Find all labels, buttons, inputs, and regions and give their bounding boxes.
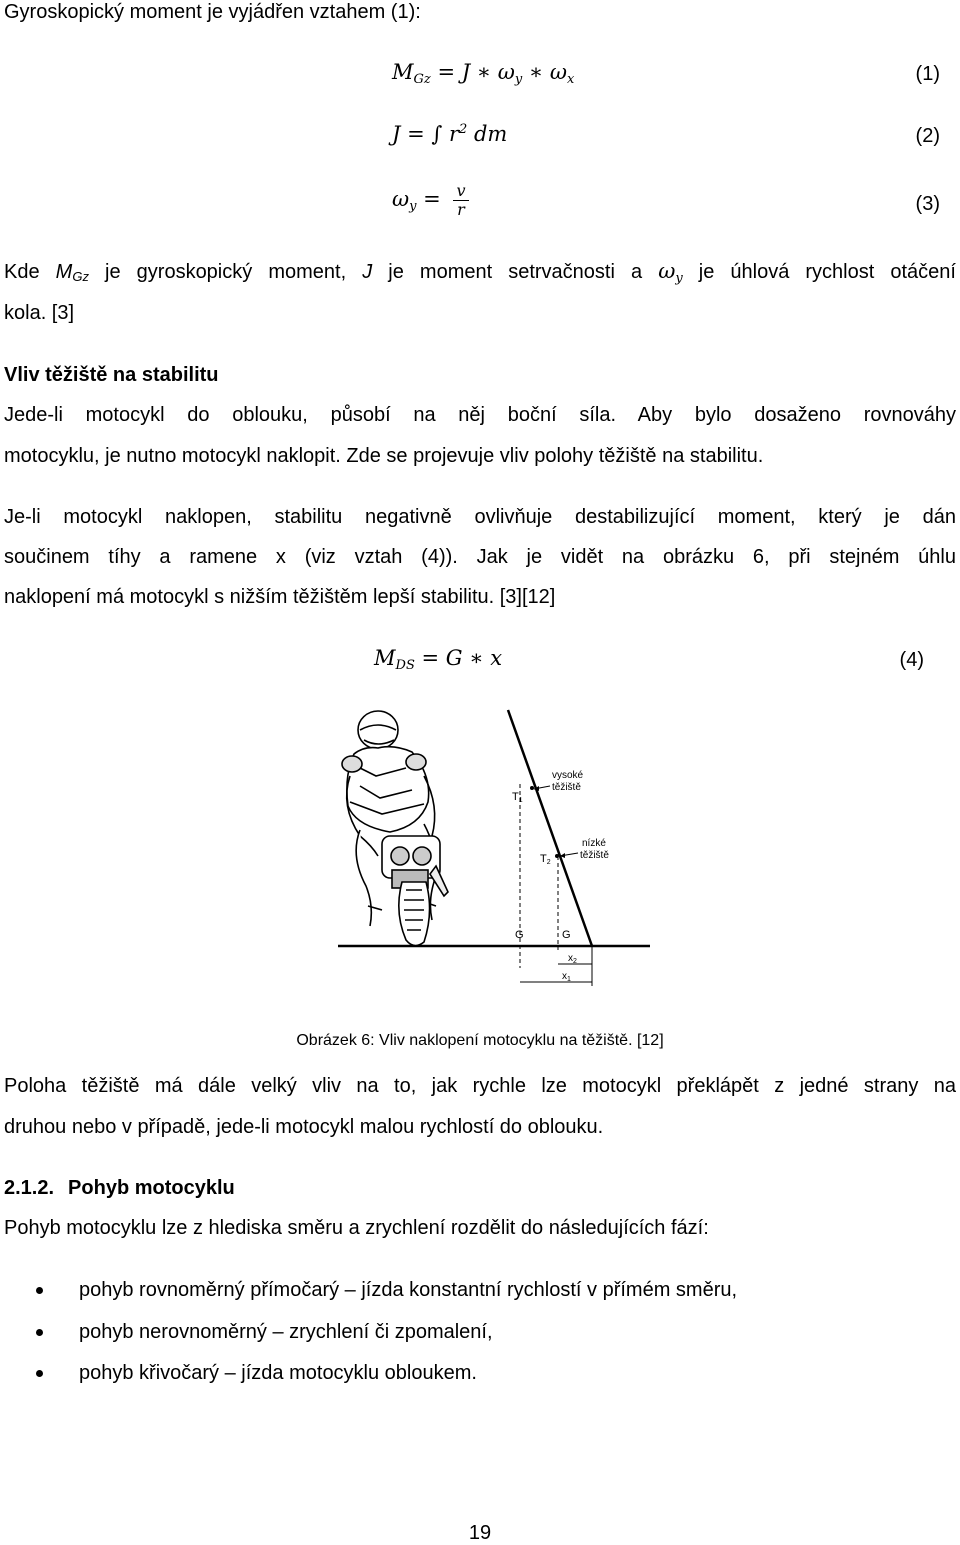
para2-line-1: Je-li motocykl naklopen, stabilitu negativně ovlivňuje destabilizující moment, který je dán [4, 506, 956, 528]
equation-1-number: (1) [915, 63, 940, 85]
x1-label: $x_1$ [562, 971, 571, 983]
t1-label: T1 [512, 791, 523, 804]
low-cg-label-2: těžiště [580, 850, 609, 861]
para4: Pohyb motocyklu lze z hlediska směru a zrychlení rozdělit do následujících fází: [4, 1217, 709, 1239]
lean-line [508, 710, 592, 946]
rider-illustration [342, 711, 448, 946]
equation-2-number: (2) [915, 125, 940, 147]
list-item: pohyb křivočarý – jízda motocyklu obloukem. [36, 1361, 477, 1385]
bullet-icon [36, 1329, 43, 1336]
list-item: pohyb rovnoměrný přímočarý – jízda konstantní rychlostí v přímém směru, [36, 1278, 737, 1302]
para2-line-3: naklopení má motocykl s nižším těžištěm lepší stabilitu. [3][12] [4, 586, 556, 608]
t2-label: T2 [540, 853, 551, 866]
equation-1: $M_{Gz} = J$ ∗ $\omega_y$ ∗ $\omega_x$ [392, 60, 575, 87]
high-cg-label-1: vysoké [552, 770, 584, 781]
g-label-high: G [515, 929, 524, 941]
g-label-low: G [562, 929, 571, 941]
t2-point [555, 854, 559, 858]
para1-line-2: motocyklu, je nutno motocykl naklopit. Zde se projevuje vliv polohy těžiště na stabilitu. [4, 445, 764, 467]
intro-text: Gyroskopický moment je vyjádřen vztahem (1): [4, 1, 421, 23]
equation-4: $M_{DS} = G$ ∗ x [374, 646, 503, 673]
kde-line-1: Kde MGz je gyroskopický moment, J je moment setrvačnosti a $\omega_y$ je úhlová rychlost otáčení [4, 259, 956, 286]
figure-caption: Obrázek 6: Vliv naklopení motocyklu na těžiště. [12] [296, 1032, 664, 1049]
fraction-v-over-r: $\frac{v}{r}$ [453, 182, 468, 219]
equation-2: J = ∫ $r^2$ dm [392, 122, 508, 146]
high-cg-label-2: těžiště [552, 782, 581, 793]
para3-line-2: druhou nebo v případě, jede-li motocykl malou rychlostí do oblouku. [4, 1116, 604, 1138]
subsection-heading: 2.1.2. Pohyb motocyklu [4, 1177, 235, 1199]
equation-3: $\omega_y$ = $\frac{v}{r}$ [392, 182, 469, 219]
bullet-icon [36, 1370, 43, 1377]
motorcycle-lean-figure [320, 706, 660, 996]
para2-line-2: součinem tíhy a ramene x (viz vztah (4)). Jak je vidět na obrázku 6, při stejném úhlu [4, 546, 956, 568]
bullet-icon [36, 1287, 43, 1294]
x2-label: $x_2$ [568, 953, 577, 965]
equation-4-number: (4) [899, 649, 924, 671]
low-cg-label-1: nízké [582, 838, 606, 849]
section-title: Vliv těžiště na stabilitu [4, 364, 219, 386]
t1-point [530, 786, 534, 790]
para3-line-1: Poloha těžiště má dále velký vliv na to, jak rychle lze motocykl překlápět z jedné strany na [4, 1075, 956, 1097]
page-number: 19 [468, 1522, 492, 1544]
list-item: pohyb nerovnoměrný – zrychlení či zpomalení, [36, 1320, 493, 1344]
equation-3-number: (3) [915, 193, 940, 215]
kde-line-2: kola. [3] [4, 302, 75, 324]
para1-line-1: Jede-li motocykl do oblouku, působí na něj boční síla. Aby bylo dosaženo rovnováhy [4, 404, 956, 426]
